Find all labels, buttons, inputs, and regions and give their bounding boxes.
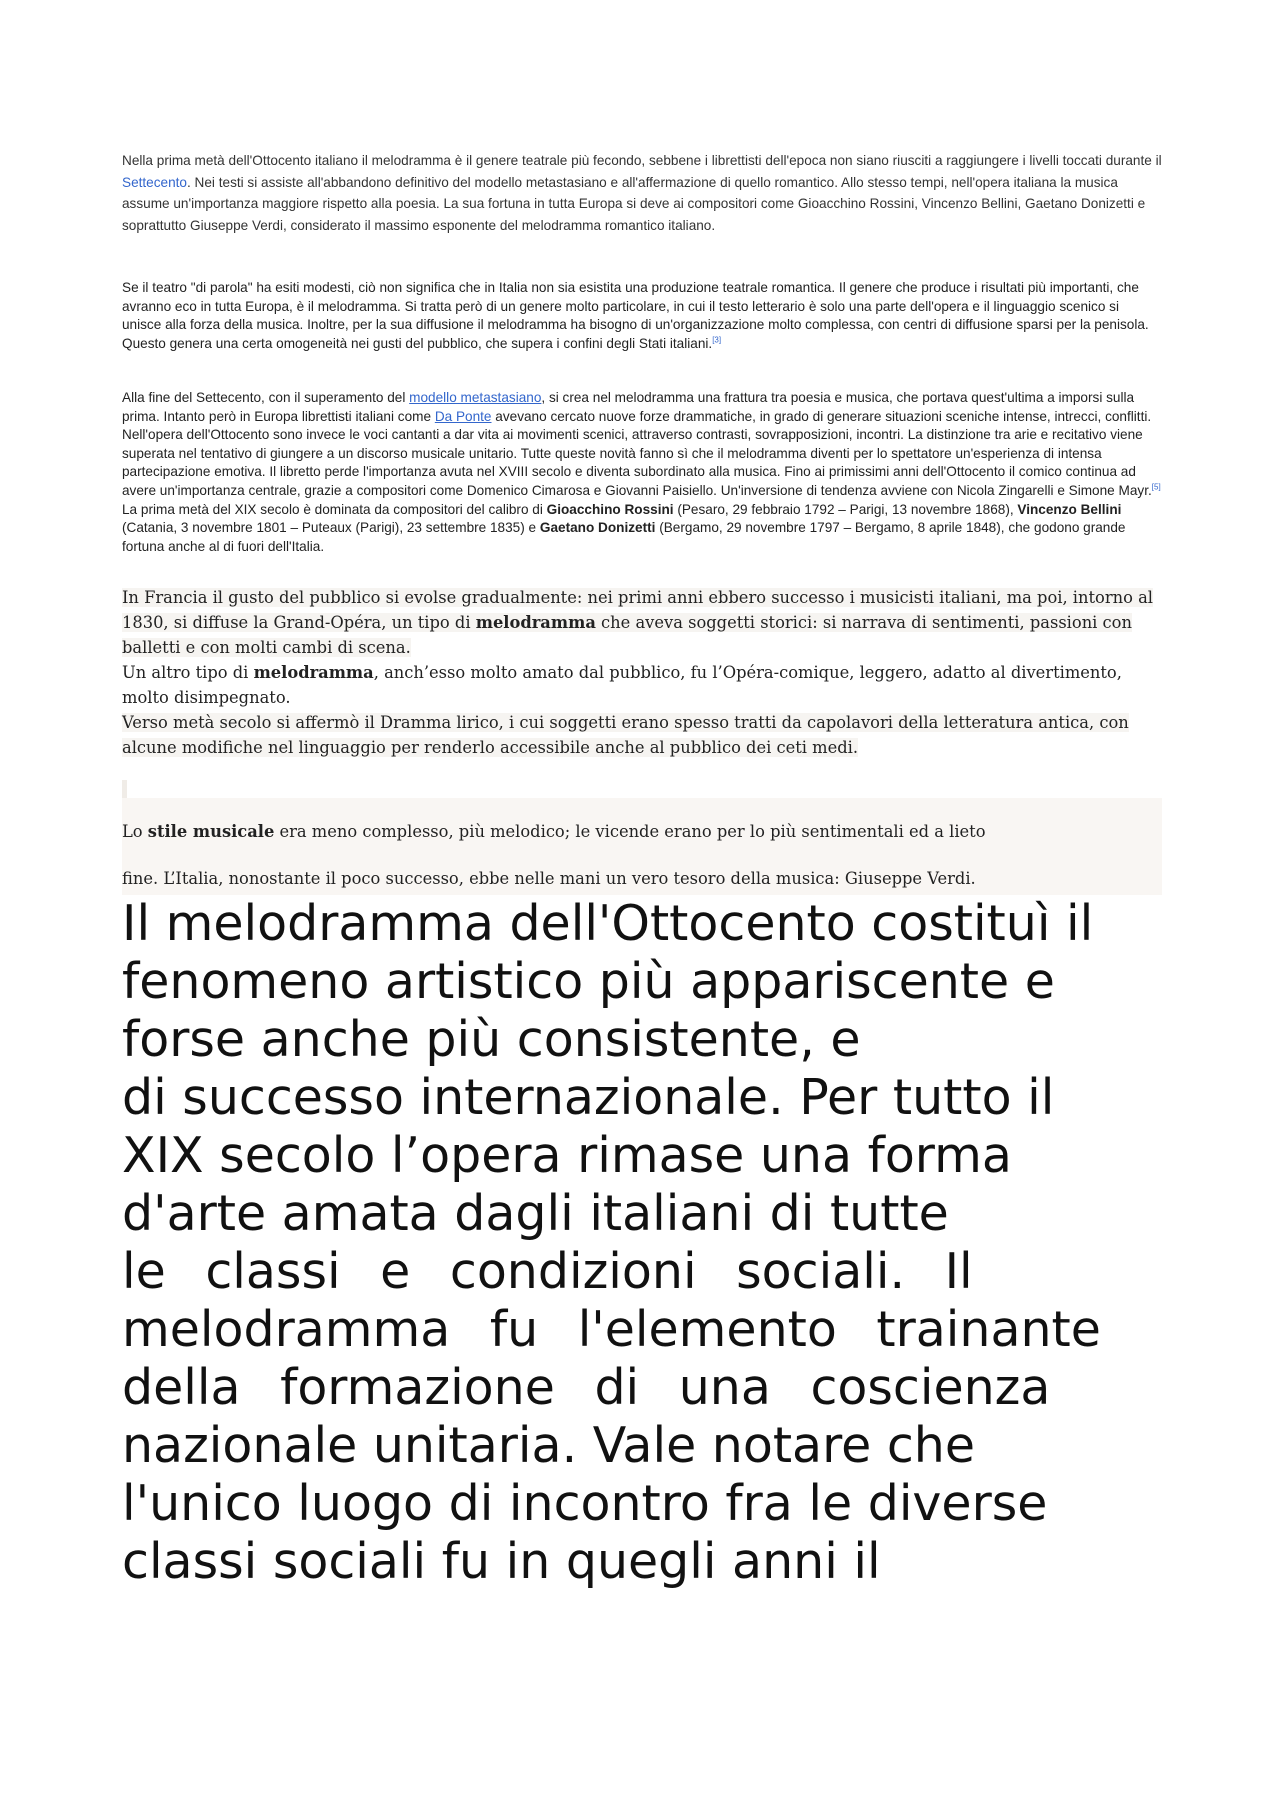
large-text-line: della formazione di una coscienza xyxy=(122,1359,1051,1416)
donizetti-name: Gaetano Donizetti xyxy=(539,520,656,536)
paragraph-2-text: Se il teatro "di parola" ha esiti modesti, ciò non significa che in Italia non sia esistita una produzione teatrale romantica. Il genere che produce i risultati più importanti, che avranno eco in tutta Europa, è il melodramma. Si tratta però di un genere molto particolare, in cui il testo letterario è solo una parte dell'opera e il linguaggio scenico si unisce alla forza della musica. Inoltre, per la sua diffusione il melodramma ha bisogno di un'organizzazione molto complessa, con centri di diffusione sparsi per la penisola. Questo genera una certa omogeneità nei gusti del pubblico, che supera i confini degli Stati italiani. xyxy=(122,280,1149,351)
large-text-line: classi sociali fu in quegli anni il xyxy=(122,1533,881,1590)
paragraph-3-text-f: (Catania, 3 novembre 1801 – Puteaux (Parigi), 23 settembre 1835) e xyxy=(122,520,540,536)
paragraph-3-text-g: (Bergamo, 29 novembre 1797 – Bergamo, 8 aprile 1848), che godono grande fortuna anche al di fuori dell'Italia. xyxy=(122,520,1126,554)
paragraph-3 xyxy=(122,389,1162,556)
large-text-line: Il melodramma dell'Ottocento costituì il xyxy=(122,895,1094,952)
paragraph-4-text-a: In Francia il gusto del pubblico si evolse gradualmente: nei primi anni ebbero successo i musicisti italiani, ma poi, intorno al 1830, si diffuse la Grand-Opéra, un tipo di xyxy=(122,588,1153,632)
bellini-name: Vincenzo Bellini xyxy=(1017,501,1122,517)
paragraph-3-text-a: Alla fine del Settecento, con il superamento del xyxy=(122,390,410,405)
paragraph-3-text-e: (Pesaro, 29 febbraio 1792 – Parigi, 13 novembre 1868), xyxy=(673,501,1018,517)
paragraph-4-text-e: Verso metà secolo si affermò il Dramma lirico, i cui soggetti erano spesso tratti da capolavori della letteratura antica, con alcune modifiche nel linguaggio per renderlo accessibile anche al pubblico dei ceti medi. xyxy=(122,713,1129,757)
paragraph-4-text-c: Un altro tipo di xyxy=(122,663,254,682)
paragraph-4 xyxy=(122,585,1162,760)
footnote-ref-3[interactable]: [3] xyxy=(712,335,722,345)
box-line-2: fine. L’Italia, nonostante il poco successo, ebbe nelle mani un vero tesoro della musica: Giuseppe Verdi. xyxy=(122,869,976,888)
box-text-c: era meno complesso, più melodico; le vicende erano per lo più sentimentali ed a lieto xyxy=(274,822,986,841)
melodramma-bold-1: melodramma xyxy=(475,613,596,632)
melodramma-bold-2: melodramma xyxy=(253,663,374,682)
large-text-line: fenomeno artistico più appariscente e xyxy=(122,953,1055,1010)
paragraph-3-text-c: avevano cercato nuove forze drammatiche, in grado di generare situazioni sceniche intense, intrecci, conflitti. Nell'opera dell'Ottocento sono invece le voci cantanti a dar vita ai movimenti scenici, attraverso contrasti, sovrapposizioni, incontri. La distinzione tra arie e recitativo viene superata nel tentativo di giungere a un discorso musicale unitario. Tutte queste novità fanno sì che il melodramma diventi per lo spettatore un'esperienza di intensa partecipazione emotiva. Il libretto perde l'importanza avuta nel XVIII secolo e diventa subordinato alla musica. Fino ai primissimi anni dell'Ottocento il comico continua ad avere un'importanza centrale, grazie a compositori come Domenico Cimarosa e Giovanni Paisiello. Un'inversione di tendenza avviene con Nicola Zingarelli e Simone Mayr. xyxy=(122,408,1152,498)
large-text-block xyxy=(122,895,1182,1591)
stile-musicale-bold: stile musicale xyxy=(147,822,275,841)
box-line-1 xyxy=(122,822,986,841)
paragraph-1-text-b: . Nei testi si assiste all'abbandono definitivo del modello metastasiano e all'affermazione di quello romantico. Allo stesso tempi, nell'opera italiana la musica assume un'importanza maggiore rispetto alla poesia. La sua fortuna in tutta Europa si deve ai compositori come Gioacchino Rossini, Vincenzo Bellini, Gaetano Donizetti e soprattutto Giuseppe Verdi, considerato il massimo esponente del melodramma romantico italiano. xyxy=(122,174,1146,233)
large-text-line: forse anche più consistente, e xyxy=(122,1011,861,1068)
rossini-name: Gioacchino Rossini xyxy=(546,501,674,517)
large-text-line: nazionale unitaria. Vale notare che xyxy=(122,1417,976,1474)
box-left-bar xyxy=(122,780,127,800)
paragraph-4-text-b: che aveva soggetti storici: si narrava di sentimenti, passioni con balletti e con molti cambi di scena. xyxy=(122,613,1132,657)
paragraph-2 xyxy=(122,279,1162,353)
large-text-line: d'arte amata dagli italiani di tutte xyxy=(122,1185,949,1242)
highlight-box xyxy=(122,798,1162,895)
paragraph-3-text-b: , si crea nel melodramma una frattura tra poesia e musica, che portava quest'ultima a imporsi sulla prima. Intanto però in Europa librettisti italiani come xyxy=(122,390,1135,424)
large-text-line: melodramma fu l'elemento trainante xyxy=(122,1301,1101,1358)
box-text-a: Lo xyxy=(122,822,148,841)
da-ponte-link[interactable]: Da Ponte xyxy=(434,408,492,424)
large-text-line: le classi e condizioni sociali. Il xyxy=(122,1243,973,1300)
paragraph-1 xyxy=(122,150,1162,236)
paragraph-4-text-d: , anch’esso molto amato dal pubblico, fu l’Opéra-comique, leggero, adatto al divertimento, molto disimpegnato. xyxy=(122,663,1122,707)
large-text-line: di successo internazionale. Per tutto il xyxy=(122,1069,1055,1126)
paragraph-1-text-a: Nella prima metà dell'Ottocento italiano il melodramma è il genere teatrale più fecondo, sebbene i librettisti dell'epoca non siano riusciti a raggiungere i livelli toccati durante il xyxy=(122,153,1162,168)
large-text-line: XIX secolo l’opera rimase una forma xyxy=(122,1127,1012,1184)
large-text-line: l'unico luogo di incontro fra le diverse xyxy=(122,1475,1048,1532)
modello-metastasiano-link[interactable]: modello metastasiano xyxy=(409,390,542,405)
footnote-ref-5[interactable]: [5] xyxy=(1151,482,1161,492)
paragraph-3-text-d: La prima metà del XIX secolo è dominata da compositori del calibro di xyxy=(122,501,547,517)
settecento-link[interactable]: Settecento xyxy=(122,174,187,190)
